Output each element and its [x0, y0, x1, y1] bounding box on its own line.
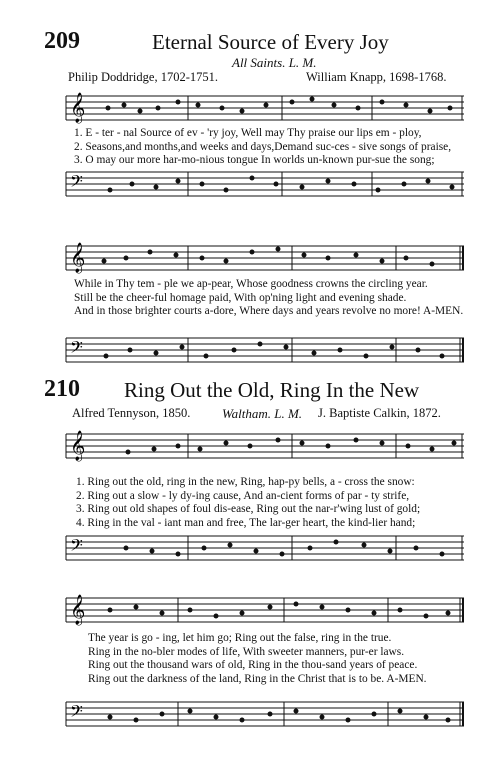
author-credit: Philip Doddridge, 1702-1751.: [68, 70, 218, 84]
music-staff: [66, 534, 464, 566]
staff-lines: [66, 96, 464, 120]
music-staff: [66, 596, 464, 628]
lyrics-verse-block: 1. Ring out the old, ring in the new, Ring, hap-py bells, a - cross the snow: 2. Ring out a slow - ly dy-ing cause, And an-cient forms of par - ty strife, 3. Ring out old shapes of foul dis-ease, Ring out the nar-r'wing lust of gold; 4. Ring in the val - iant man and free, The lar-ger heart, the kind-lier hand;: [76, 476, 421, 529]
svg-text:𝄢: 𝄢: [70, 535, 83, 559]
music-staff: [66, 432, 464, 464]
composer-credit: J. Baptiste Calkin, 1872.: [318, 406, 441, 420]
svg-text:𝄢: 𝄢: [70, 701, 83, 725]
tune-name: All Saints. L. M.: [232, 55, 317, 70]
lyrics-verse-block: The year is go - ing, let him go; Ring out the false, ring in the true. Ring in the no-bler modes of life, With sweeter manners, pur-er laws. Ring out the thousand wars of old, Ring in the thou-sand years of peace. Ring out the darkness of the land, Ring in the Christ that is to be. A-MEN.: [88, 632, 427, 685]
svg-text:𝄢: 𝄢: [70, 337, 83, 361]
music-staff: [66, 700, 464, 732]
hymn-number: 210: [44, 376, 80, 402]
notes: [106, 97, 453, 114]
music-staff: [66, 94, 464, 126]
svg-text:𝄞: 𝄞: [70, 243, 86, 273]
tune-name: Waltham. L. M.: [222, 406, 303, 421]
author-credit: Alfred Tennyson, 1850.: [72, 406, 191, 420]
composer-credit: William Knapp, 1698-1768.: [306, 70, 447, 84]
music-staff: [66, 336, 464, 368]
bass-clef: 𝄢: [70, 171, 83, 195]
svg-text:𝄞: 𝄞: [70, 595, 86, 625]
lyrics-verse-block: 1. E - ter - nal Source of ev - 'ry joy, Well may Thy praise our lips em - ploy, 2. Seasons,and months,and weeks and days,Demand suc-ces - sive songs of praise, 3. O may our more har-mo-nious tongue In worlds un-known pur-sue the song;: [74, 127, 452, 166]
svg-text:𝄞: 𝄞: [70, 431, 86, 461]
hymn-number: 209: [44, 28, 80, 54]
music-staff: [66, 244, 464, 276]
music-staff: [66, 170, 464, 202]
treble-clef: 𝄞: [70, 93, 86, 123]
lyrics-verse-block: While in Thy tem - ple we ap-pear, Whose goodness crowns the circling year. Still be the cheer-ful homage paid, With op'ning light and evening shade. And in those brighter courts a-dore, Where days and years revolve no more! A-MEN.: [74, 278, 464, 317]
hymn-title: Ring Out the Old, Ring In the New: [124, 378, 420, 402]
hymn-title: Eternal Source of Every Joy: [152, 30, 389, 54]
